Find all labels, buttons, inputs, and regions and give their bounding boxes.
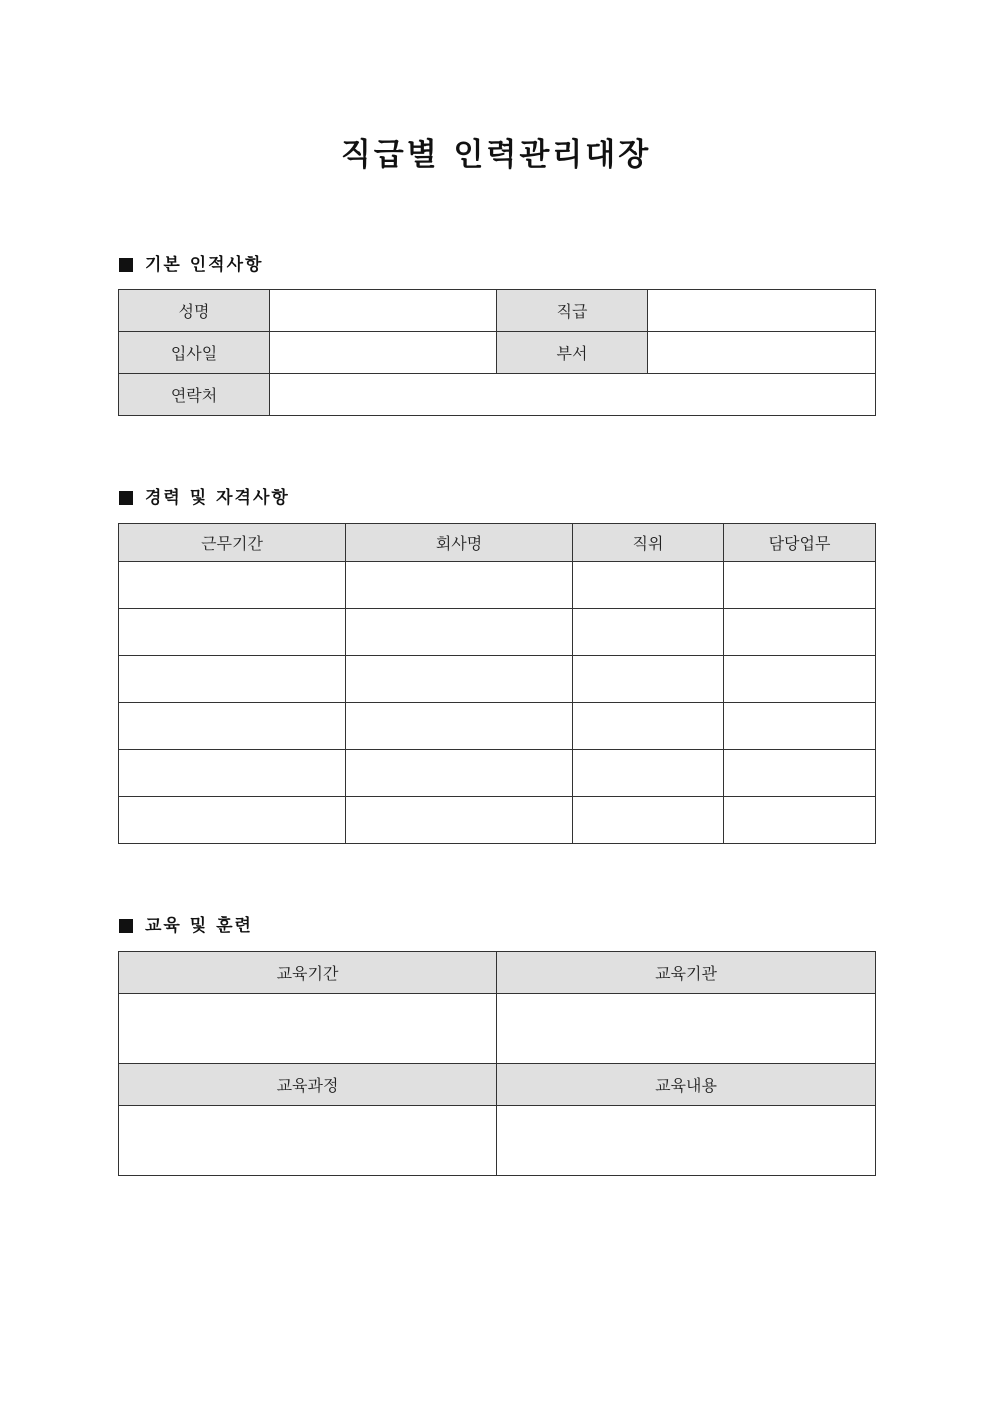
- company-cell[interactable]: [346, 750, 573, 797]
- work-period-cell[interactable]: [119, 656, 346, 703]
- table-row: [119, 994, 876, 1064]
- column-header-company: 회사명: [346, 524, 573, 562]
- education-institution-field[interactable]: [497, 994, 876, 1064]
- education-period-label: 교육기간: [119, 952, 497, 994]
- table-row: [119, 562, 876, 609]
- education-content-field[interactable]: [497, 1106, 876, 1176]
- name-label: 성명: [119, 290, 270, 332]
- title-cell[interactable]: [573, 703, 724, 750]
- duties-cell[interactable]: [724, 562, 876, 609]
- square-bullet-icon: [119, 258, 133, 272]
- title-cell[interactable]: [573, 609, 724, 656]
- table-row: [119, 609, 876, 656]
- table-row: [119, 374, 876, 416]
- work-period-cell[interactable]: [119, 750, 346, 797]
- contact-field[interactable]: [270, 374, 876, 416]
- contact-label: 연락처: [119, 374, 270, 416]
- education-table: [118, 951, 876, 1176]
- company-cell[interactable]: [346, 609, 573, 656]
- education-period-field[interactable]: [119, 994, 497, 1064]
- column-header-work-period: 근무기간: [119, 524, 346, 562]
- hire-date-field[interactable]: [270, 332, 497, 374]
- section-heading-label: 기본 인적사항: [145, 255, 264, 275]
- work-period-cell[interactable]: [119, 562, 346, 609]
- section-heading-education: [119, 914, 253, 938]
- section-heading-label: 교육 및 훈련: [145, 916, 253, 936]
- position-label: 직급: [497, 290, 648, 332]
- company-cell[interactable]: [346, 797, 573, 844]
- position-field[interactable]: [648, 290, 876, 332]
- work-period-cell[interactable]: [119, 797, 346, 844]
- title-cell[interactable]: [573, 750, 724, 797]
- department-field[interactable]: [648, 332, 876, 374]
- company-cell[interactable]: [346, 703, 573, 750]
- column-header-title: 직위: [573, 524, 724, 562]
- page-title: 직급별 인력관리대장: [340, 137, 652, 173]
- table-row: [119, 703, 876, 750]
- title-cell[interactable]: [573, 797, 724, 844]
- name-field[interactable]: [270, 290, 497, 332]
- column-header-duties: 담당업무: [724, 524, 876, 562]
- title-cell[interactable]: [573, 656, 724, 703]
- table-header-row: [119, 524, 876, 562]
- section-heading-career: [119, 486, 290, 510]
- section-heading-label: 경력 및 자격사항: [145, 488, 290, 508]
- table-header-row: [119, 1064, 876, 1106]
- work-period-cell[interactable]: [119, 609, 346, 656]
- table-header-row: [119, 952, 876, 994]
- duties-cell[interactable]: [724, 750, 876, 797]
- table-row: [119, 332, 876, 374]
- department-label: 부서: [497, 332, 648, 374]
- table-row: [119, 797, 876, 844]
- company-cell[interactable]: [346, 656, 573, 703]
- education-course-label: 교육과정: [119, 1064, 497, 1106]
- table-row: [119, 750, 876, 797]
- table-row: [119, 290, 876, 332]
- company-cell[interactable]: [346, 562, 573, 609]
- education-content-label: 교육내용: [497, 1064, 876, 1106]
- education-course-field[interactable]: [119, 1106, 497, 1176]
- square-bullet-icon: [119, 491, 133, 505]
- title-cell[interactable]: [573, 562, 724, 609]
- duties-cell[interactable]: [724, 703, 876, 750]
- duties-cell[interactable]: [724, 609, 876, 656]
- table-row: [119, 1106, 876, 1176]
- career-table: [118, 523, 876, 844]
- table-row: [119, 656, 876, 703]
- basic-info-table: [118, 289, 876, 416]
- duties-cell[interactable]: [724, 797, 876, 844]
- work-period-cell[interactable]: [119, 703, 346, 750]
- education-institution-label: 교육기관: [497, 952, 876, 994]
- square-bullet-icon: [119, 919, 133, 933]
- section-heading-basic-info: [119, 253, 263, 277]
- duties-cell[interactable]: [724, 656, 876, 703]
- hire-date-label: 입사일: [119, 332, 270, 374]
